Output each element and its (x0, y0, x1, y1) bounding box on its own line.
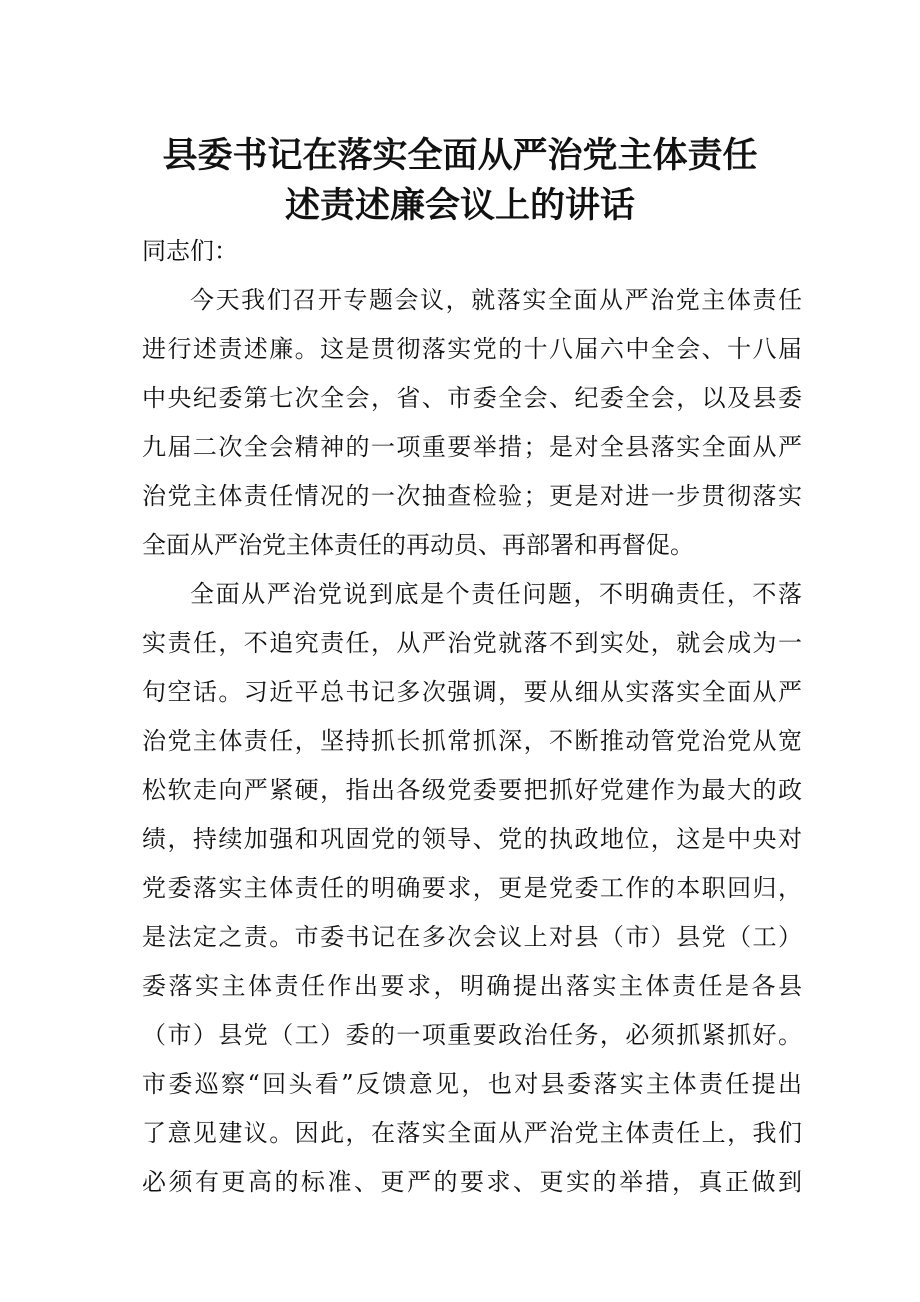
paragraph-line: 进行述责述廉。这是贯彻落实党的十八届六中全会、十八届 (142, 335, 802, 363)
title-line-1: 县委书记在落实全面从严治党主体责任 (162, 136, 758, 176)
paragraph-line: 全面从严治党主体责任的再动员、再部署和再督促。 (142, 531, 694, 559)
paragraph-line: 今天我们召开专题会议，就落实全面从严治党主体责任 (190, 286, 802, 314)
paragraph-line: 委落实主体责任作出要求，明确提出落实主体责任是各县 (142, 972, 802, 1000)
paragraph-line: 治党主体责任，坚持抓长抓常抓深，不断推动管党治党从宽 (142, 727, 802, 755)
paragraph-line: 松软走向严紧硬，指出各级党委要把抓好党建作为最大的政 (142, 776, 802, 804)
paragraph-line: 党委落实主体责任的明确要求，更是党委工作的本职回归， (142, 874, 802, 902)
paragraph-line: 治党主体责任情况的一次抽查检验；更是对进一步贯彻落实 (142, 482, 802, 510)
paragraph-line: 市委巡察“回头看”反馈意见，也对县委落实主体责任提出 (142, 1070, 802, 1098)
paragraph-line: 中央纪委第七次全会，省、市委全会、纪委全会，以及县委 (142, 384, 802, 412)
paragraph-line: 全面从严治党说到底是个责任问题，不明确责任，不落 (190, 580, 802, 608)
paragraph-line: 绩，持续加强和巩固党的领导、党的执政地位，这是中央对 (142, 825, 802, 853)
paragraph-line: 九届二次全会精神的一项重要举措；是对全县落实全面从严 (142, 433, 802, 461)
paragraph-line: 是法定之责。市委书记在多次会议上对县（市）县党（工） (142, 923, 802, 951)
paragraph-line: （市）县党（工）委的一项重要政治任务，必须抓紧抓好。 (142, 1021, 802, 1049)
salutation: 同志们： (142, 237, 238, 265)
paragraph-line: 实责任，不追究责任，从严治党就落不到实处，就会成为一 (142, 629, 802, 657)
paragraph-line: 了意见建议。因此，在落实全面从严治党主体责任上，我们 (142, 1119, 802, 1147)
title-line-2: 述责述廉会议上的讲话 (284, 186, 635, 226)
paragraph-line: 句空话。习近平总书记多次强调，要从细从实落实全面从严 (142, 678, 802, 706)
paragraph-line: 必须有更高的标准、更严的要求、更实的举措，真正做到 (142, 1168, 802, 1196)
